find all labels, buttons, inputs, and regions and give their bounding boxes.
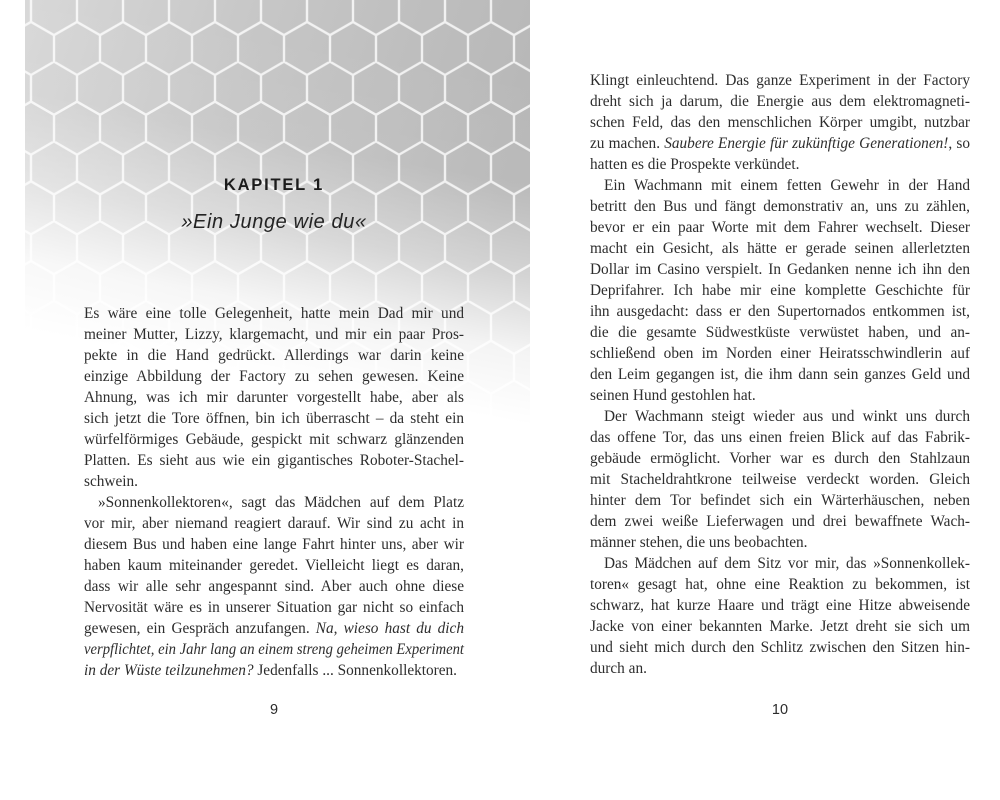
text-line: pekte in die Hand gedrückt. Allerdings war darin keine [84,347,464,364]
text-line: »Sonnenkollektoren«, sagt das Mädchen auf dem Platz [98,494,464,511]
text-line: Ein Wachmann mit einem fetten Gewehr in der Hand [604,177,970,194]
text-line: Es wäre eine tolle Gelegenheit, hatte mein Dad mir und [84,305,464,322]
text-line: haben kaum miteinander geredet. Vielleicht liegt es daran, [84,557,464,574]
text-line: den Leim gegangen ist, die ihm dann sein ganzes Geld und [590,366,970,383]
text-line: in der Wüste teilzunehmen? Jedenfalls ... Sonnenkollektoren. [84,662,458,679]
chapter-title: »Ein Junge wie du« [181,211,367,233]
text-line: Nervosität wäre es in unserer Situation gar nicht so einfach [84,599,464,616]
text-line: schwarz, hat kurze Haare und trägt eine Hitze abweisende [590,597,970,614]
left-page-text [84,303,464,681]
text-line: schwein. [84,473,138,490]
text-line: gewesen, ein Gespräch anzufangen. Na, wieso hast du dich [84,620,464,637]
text-line: Das Mädchen auf dem Sitz vor mir, das »Sonnenkollek- [604,555,970,572]
text-line: und sieht mich durch den Schlitz zwischen den Sitzen hin- [590,639,970,656]
text-line: schen Feld, das den menschlichen Körper umgibt, nutzbar [590,114,970,131]
text-line: macht ein Gesicht, als hätte er gerade seinen allerletzten [590,240,970,257]
text-line: seinen Hund gestohlen hat. [590,387,756,404]
text-line: Ahnung, was ich mir darunter vorgestellt habe, aber als [84,389,464,406]
text-line: einzige Abbildung der Factory zu sehen gewesen. Keine [84,368,464,385]
text-line: würfelförmiges Gebäude, gespickt mit schwarz glänzenden [84,431,464,448]
text-line: dass wir alle sehr angespannt sind. Aber auch ohne diese [84,578,464,595]
page-number-right: 10 [771,702,789,718]
text-line: hinter dem Tor befindet sich ein Wärterhäuschen, neben [590,492,970,509]
text-line: Klingt einleuchtend. Das ganze Experiment in der Factory [590,72,970,89]
text-line: dem zwei weiße Lieferwagen und drei bewaffnete Wach- [590,513,970,530]
text-line: verpflichtet, ein Jahr lang an einem streng geheimen Experiment [84,641,464,658]
text-line: Der Wachmann steigt wieder aus und winkt uns durch [604,408,970,425]
page-number-left: 9 [269,702,279,718]
text-line: diesem Bus und haben eine lange Fahrt hinter uns, aber wir [84,536,464,553]
right-page-text [590,70,970,679]
text-line: sich jetzt die Tore öffnen, bin ich überrascht – da steht ein [84,410,464,427]
text-line: Dollar im Casino verspielt. In Gedanken nenne ich ihn den [590,261,970,278]
text-line: durch an. [590,660,647,677]
text-line: Platten. Es sieht aus wie ein gigantisches Roboter-Stachel- [84,452,464,469]
text-line: die die gesamte Südwestküste verwüstet haben, und an- [590,324,970,341]
text-line: das offene Tor, das uns einen freien Blick auf das Fabrik- [590,429,970,446]
text-line: toren« gesagt hat, ohne eine Reaktion zu bekommen, ist [590,576,970,593]
text-line: ihn ausgedacht: dass er den Supertornados entkommen ist, [590,303,970,320]
text-line: gebäude ermöglicht. Vorher war es durch den Stahlzaun [590,450,970,467]
text-line: Deprifahrer. Ich habe mir eine komplette Geschichte für [590,282,970,299]
text-line: männer stehen, die uns beobachten. [590,534,808,551]
text-line: zu machen. Saubere Energie für zukünftige Generationen!, so [590,135,970,152]
text-line: Jacke von einer bekannten Marke. Jetzt dreht sie sich um [590,618,970,635]
text-line: bevor er ein paar Worte mit dem Fahrer wechselt. Dieser [590,219,970,236]
text-line: hatten es die Prospekte verkündet. [590,156,800,173]
text-line: betritt den Bus und fängt demonstrativ an, uns zu zählen, [590,198,970,215]
text-line: vor mir, aber niemand reagiert darauf. Wir sind zu acht in [84,515,464,532]
text-line: mit Stacheldrahtkrone teilweise verdeckt worden. Gleich [590,471,970,488]
text-line: meiner Mutter, Lizzy, klargemacht, und mir ein paar Pros- [84,326,464,343]
chapter-label: KAPITEL 1 [223,176,325,194]
text-line: schließend oben im Norden einer Heiratsschwindlerin auf [590,345,970,362]
text-line: dreht sich ja darum, die Energie aus dem elektromagneti- [590,93,970,110]
